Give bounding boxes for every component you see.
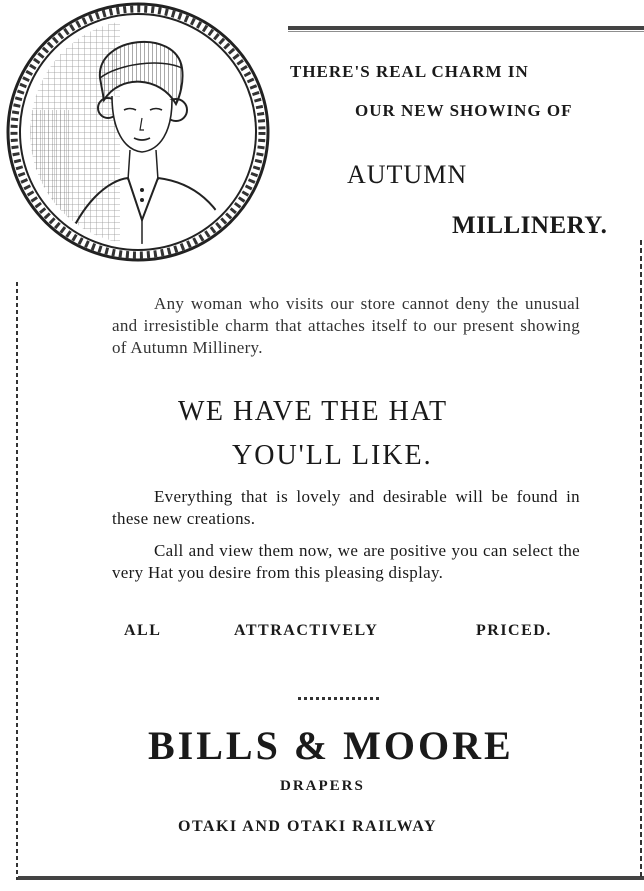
headline-line-2: OUR NEW SHOWING OF <box>355 101 573 120</box>
headline-line-1: THERE'S REAL CHARM IN <box>290 62 529 81</box>
store-name: BILLS & MOORE <box>148 723 514 768</box>
top-rule <box>288 26 644 30</box>
dotted-divider <box>298 697 380 700</box>
lady-in-cloche-hat-medallion-icon <box>0 0 290 270</box>
paragraph-call-and-view: Call and view them now, we are positive you can select the very Hat you desire from this pleasing display. <box>112 541 580 582</box>
right-border-rule <box>640 240 642 880</box>
paragraph-new-creations: Everything that is lovely and desirable will be found in these new creations. <box>112 487 580 528</box>
left-border-rule <box>16 282 18 880</box>
slogan-line-1: WE HAVE THE HAT <box>178 396 448 427</box>
top-rule-thin <box>288 31 644 32</box>
intro-paragraph: Any woman who visits our store cannot deny the unusual and irresistible charm that attaches itself to our present showing of Autumn Millinery. <box>112 294 580 357</box>
bottom-rule <box>18 876 644 880</box>
store-trade: DRAPERS <box>280 778 365 794</box>
priced-word-attractively: ATTRACTIVELY <box>234 622 379 639</box>
headline-millinery: MILLINERY. <box>452 212 608 239</box>
store-address: OTAKI AND OTAKI RAILWAY <box>178 818 437 835</box>
priced-word-priced: PRICED. <box>476 622 552 639</box>
slogan-line-2: YOU'LL LIKE. <box>232 440 433 471</box>
headline-autumn: AUTUMN <box>347 160 468 189</box>
priced-word-all: ALL <box>124 622 162 639</box>
